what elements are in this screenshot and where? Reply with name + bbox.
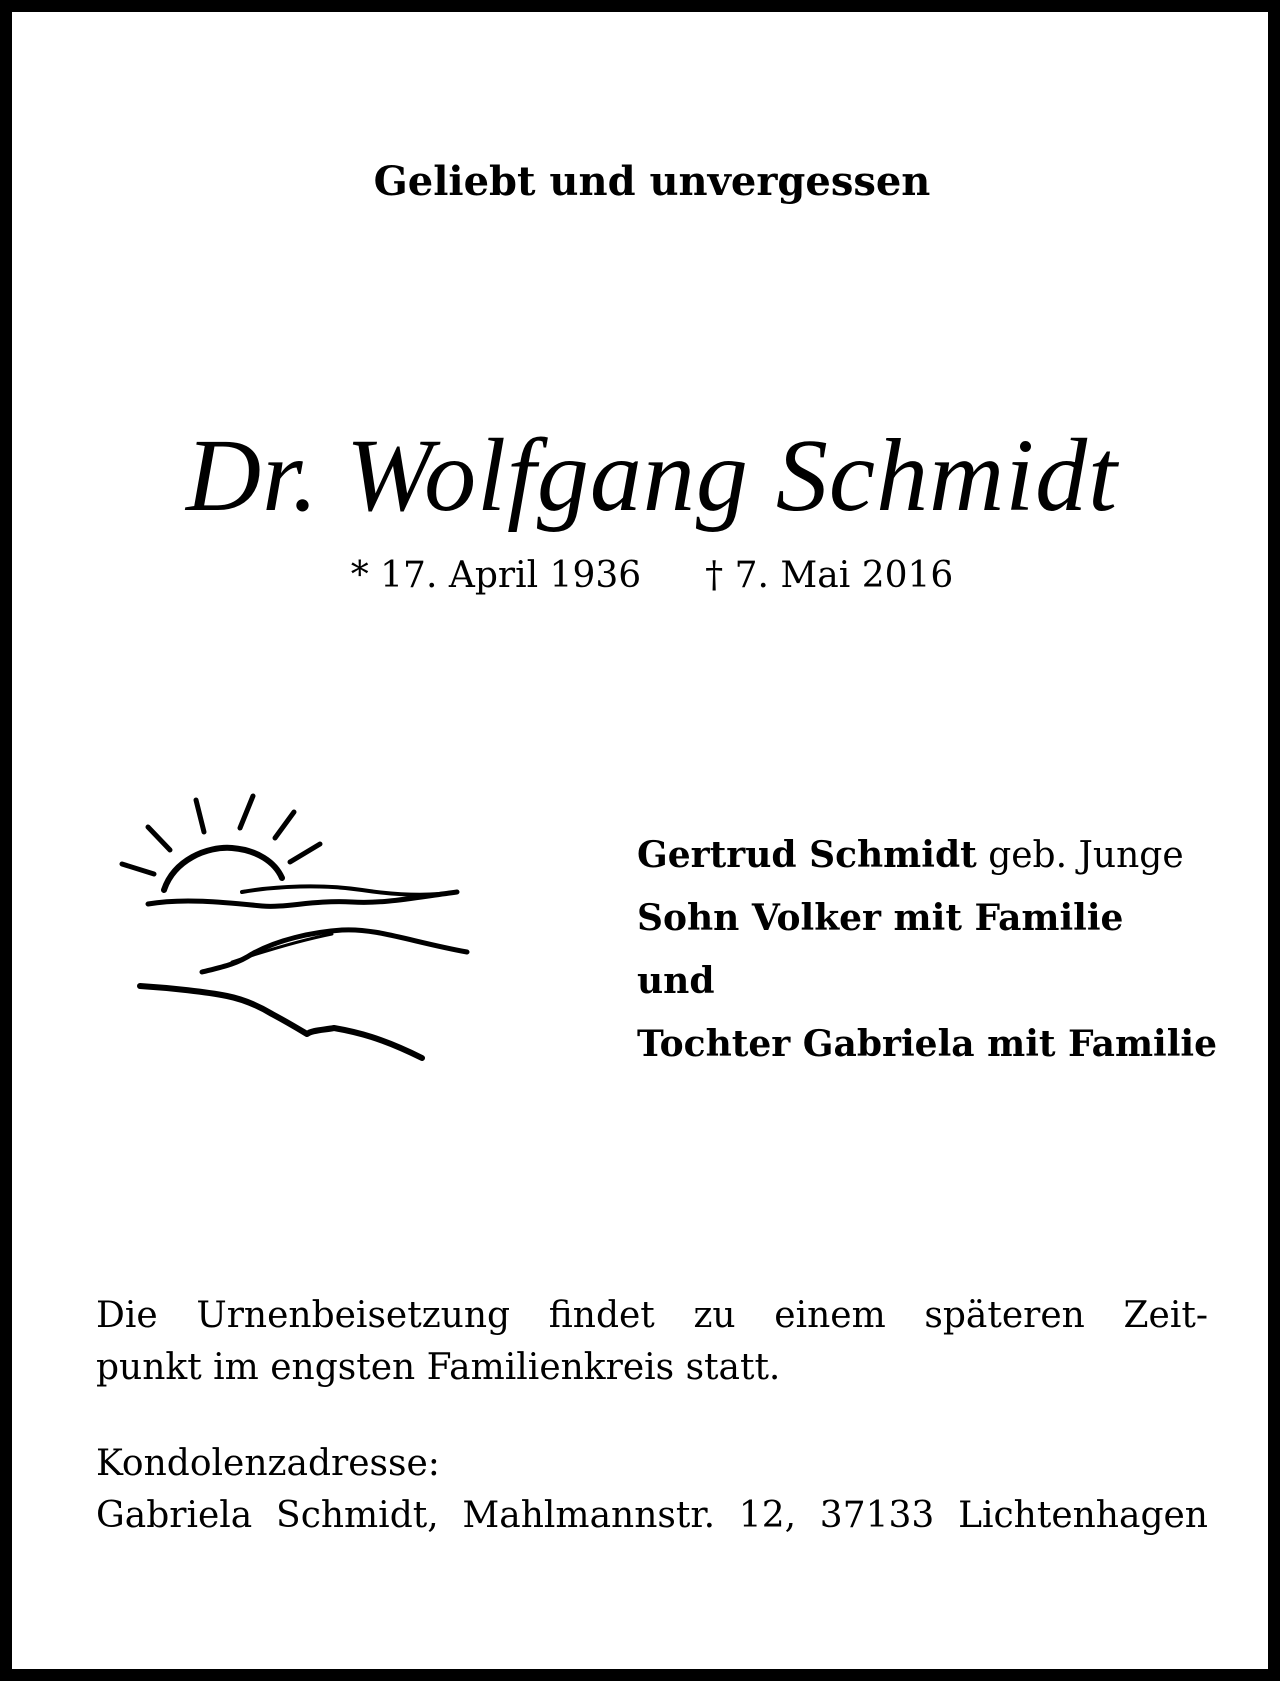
family-list [637, 824, 1237, 1076]
family-line-and [637, 950, 1237, 1013]
widow-name: Gertrud Schmidt [637, 834, 977, 876]
notice-line-1: Die Urnenbeisetzung findet zu einem späteren Zeit- [96, 1295, 1208, 1336]
family-line-widow [637, 824, 1237, 887]
life-dates [12, 553, 1280, 599]
family-line-son [637, 887, 1237, 950]
family-line-daughter [637, 1013, 1237, 1076]
deceased-name: Dr. Wolfgang Schmidt [186, 418, 1118, 533]
headline: Geliebt und unvergessen [373, 158, 931, 205]
death-date: † 7. Mai 2016 [705, 555, 954, 596]
and-word: und [637, 960, 715, 1002]
widow-maiden-name: geb. Junge [976, 835, 1184, 876]
son-family: Sohn Volker mit Familie [637, 897, 1124, 939]
notice-line-2: punkt im engsten Familienkreis statt. [96, 1347, 781, 1388]
condolence-address [96, 1438, 1208, 1542]
burial-notice [96, 1290, 1208, 1394]
condolence-address-line: Gabriela Schmidt, Mahlmannstr. 12, 37133 Lichtenhagen [96, 1495, 1208, 1536]
sunset-over-hills-icon [112, 782, 492, 1072]
birth-date: * 17. April 1936 [350, 555, 642, 596]
daughter-family: Tochter Gabriela mit Familie [637, 1023, 1217, 1065]
condolence-label: Kondolenzadresse: [96, 1443, 440, 1484]
